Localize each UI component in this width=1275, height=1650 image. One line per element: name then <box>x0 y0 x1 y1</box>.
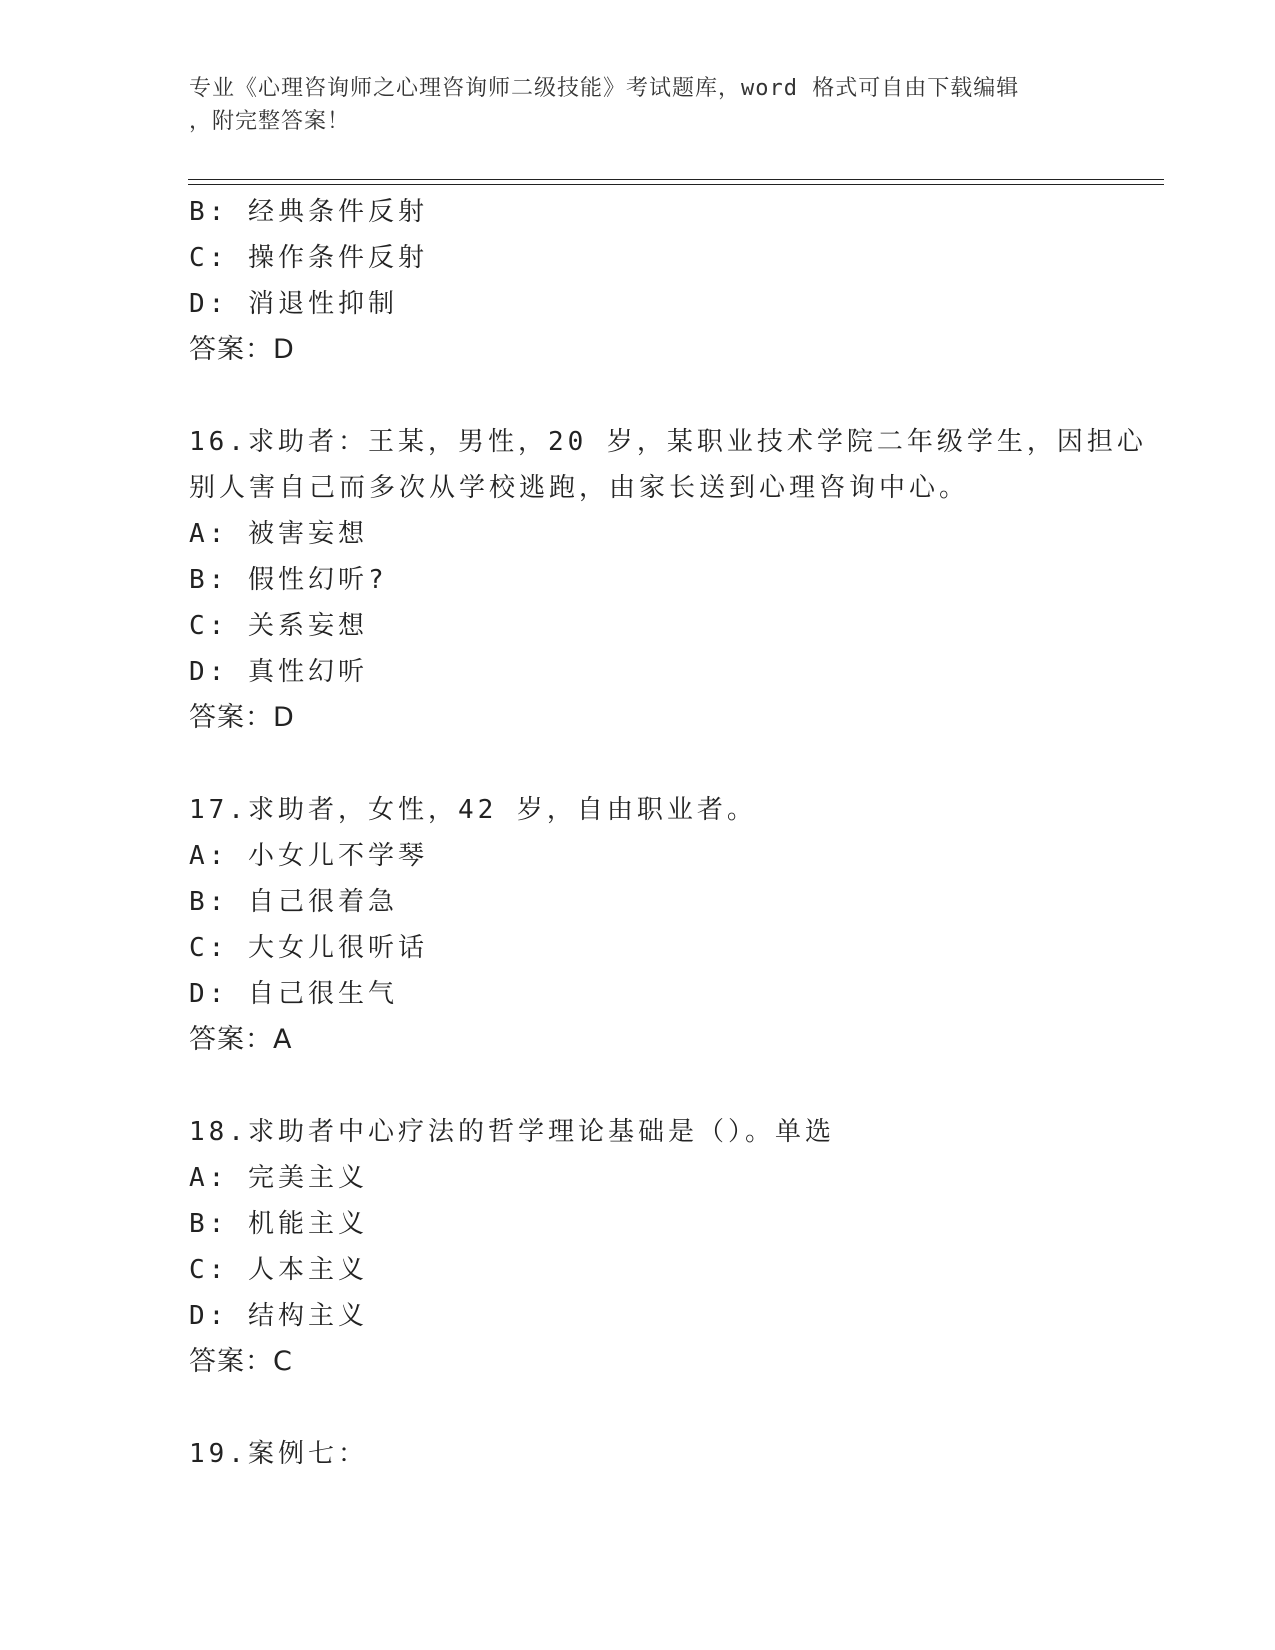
header-rule-bottom <box>188 184 1164 185</box>
answer-line: 答案：C <box>189 1346 293 1377</box>
question-block-18 <box>189 1109 1089 1385</box>
option-d: D: 结构主义 <box>189 1301 368 1331</box>
option-b: B: 自己很着急 <box>189 887 398 917</box>
option-d: D: 真性幻听 <box>189 657 368 687</box>
option-b: B: 机能主义 <box>189 1209 368 1239</box>
option-d: D: 自己很生气 <box>189 979 398 1009</box>
document-header <box>189 72 1069 138</box>
option-a: A: 小女儿不学琴 <box>189 841 428 871</box>
option-b: B: 经典条件反射 <box>189 197 428 227</box>
question-text-line-1: 18.求助者中心疗法的哲学理论基础是（）。单选 <box>189 1117 835 1147</box>
option-c: C: 关系妄想 <box>189 611 368 641</box>
option-a: A: 被害妄想 <box>189 519 368 549</box>
option-c: C: 操作条件反射 <box>189 243 428 273</box>
header-line-1: 专业《心理咨询师之心理咨询师二级技能》考试题库，word 格式可自由下载编辑 <box>189 76 1020 101</box>
question-block-19 <box>189 1431 1089 1477</box>
answer-line: 答案：A <box>189 1024 293 1055</box>
question-block-17 <box>189 787 1089 1063</box>
spacer <box>189 373 1089 419</box>
option-c: C: 大女儿很听话 <box>189 933 428 963</box>
option-d: D: 消退性抑制 <box>189 289 398 319</box>
spacer <box>189 1385 1089 1431</box>
option-a: A: 完美主义 <box>189 1163 368 1193</box>
question-list <box>189 189 1147 1477</box>
option-c: C: 人本主义 <box>189 1255 368 1285</box>
option-b: B: 假性幻听? <box>189 565 388 595</box>
header-rule-top <box>188 179 1164 180</box>
question-text-line-1: 19.案例七： <box>189 1439 368 1469</box>
question-text-line-1: 17.求助者，女性，42 岁，自由职业者。 <box>189 795 757 825</box>
question-text-line-1: 16.求助者：王某，男性，20 岁，某职业技术学院二年级学生，因担心 <box>189 427 1147 457</box>
question-text-line-2: 别人害自己而多次从学校逃跑，由家长送到心理咨询中心。 <box>189 473 970 503</box>
spacer <box>189 1063 1089 1109</box>
question-block-16 <box>189 419 1147 741</box>
answer-line: 答案：D <box>189 702 295 733</box>
header-line-2: ，附完整答案！ <box>189 109 351 134</box>
spacer <box>189 741 1089 787</box>
question-block-15 <box>189 189 1089 373</box>
answer-line: 答案：D <box>189 334 295 365</box>
